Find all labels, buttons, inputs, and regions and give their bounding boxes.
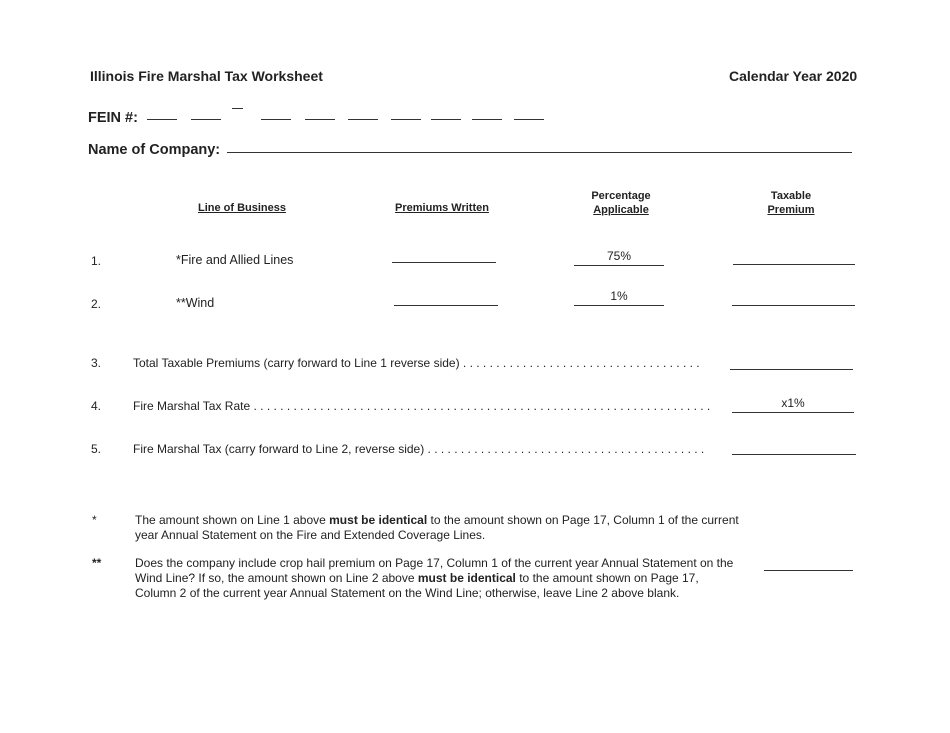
row-number: 5. <box>91 442 102 456</box>
crop-hail-answer-input[interactable] <box>764 570 853 571</box>
total-taxable-premiums-input[interactable] <box>730 369 853 370</box>
fein-digit-2[interactable] <box>191 119 221 120</box>
fein-digit-3[interactable] <box>261 119 291 120</box>
company-name-label: Name of Company: <box>88 142 221 158</box>
percentage-field-1: 75% <box>574 249 664 266</box>
fein-digit-6[interactable] <box>391 119 421 120</box>
row-number: 3. <box>91 356 102 370</box>
total-taxable-premiums-label: Total Taxable Premiums (carry forward to Line 1 reverse side) . . . . . . . . . . . . . . . . . . . . . . . . . . . . . . . . . . . . <box>133 356 700 370</box>
tax-rate-value: x1% <box>732 396 854 413</box>
row-label: **Wind <box>176 296 215 310</box>
note-2 <box>135 556 755 601</box>
col-taxable-premium <box>741 189 841 217</box>
col-taxable-line2: Premium <box>767 204 815 216</box>
calendar-year: Calendar Year 2020 <box>729 68 858 84</box>
company-name-input[interactable] <box>227 152 852 153</box>
col-taxable-line1: Taxable <box>770 190 812 202</box>
note-1-emphasis: must be identical <box>329 513 428 527</box>
premiums-written-input-2[interactable] <box>394 305 498 306</box>
taxable-premium-input-2[interactable] <box>732 305 855 306</box>
note-2-line-2 <box>135 571 755 586</box>
note-2-line-1: Does the company include crop hail premium on Page 17, Column 1 of the current year Annual Statement on the <box>135 556 734 570</box>
col-premiums-written: Premiums Written <box>395 202 489 214</box>
fein-label: FEIN #: <box>88 110 138 126</box>
row-number: 4. <box>91 399 102 413</box>
note-1-line-2: year Annual Statement on the Fire and Extended Coverage Lines. <box>135 528 486 542</box>
col-percentage <box>571 189 671 217</box>
row-number: 1. <box>91 254 102 268</box>
tax-rate-label: Fire Marshal Tax Rate . . . . . . . . . . . . . . . . . . . . . . . . . . . . . . . . . . . . . . . . . . . . . . . . . . . . . . . . . . . . . . . . . . . . . <box>133 399 711 413</box>
note-2-emphasis: must be identical <box>417 571 516 585</box>
fein-digit-1[interactable] <box>147 119 177 120</box>
row-label: *Fire and Allied Lines <box>176 253 294 267</box>
note-1-text: The amount shown on Line 1 above <box>135 513 330 527</box>
note-1 <box>135 513 755 543</box>
note-1-line-1 <box>135 513 755 528</box>
fire-marshal-tax-input[interactable] <box>732 454 856 455</box>
fein-digit-4[interactable] <box>305 119 335 120</box>
taxable-premium-input-1[interactable] <box>733 264 855 265</box>
note-2-line-3: Column 2 of the current year Annual Statement on the Wind Line; otherwise, leave Line 2 above blank. <box>135 586 680 600</box>
note-1-text-cont: to the amount shown on Page 17, Column 1 of the current <box>427 513 739 527</box>
note-marker: * <box>92 513 97 527</box>
percentage-field-2: 1% <box>574 289 664 306</box>
fein-digit-5[interactable] <box>348 119 378 120</box>
row-number: 2. <box>91 297 102 311</box>
fein-digit-9[interactable] <box>514 119 544 120</box>
note-marker: ** <box>92 556 102 570</box>
col-line-of-business: Line of Business <box>197 202 287 214</box>
col-percentage-line1: Percentage <box>591 190 651 202</box>
col-percentage-line2: Applicable <box>593 204 649 216</box>
premiums-written-input-1[interactable] <box>392 262 496 263</box>
form-title: Illinois Fire Marshal Tax Worksheet <box>90 68 323 84</box>
fein-separator <box>232 108 243 109</box>
note-2-text-cont: to the amount shown on Page 17, <box>515 571 699 585</box>
fein-digit-7[interactable] <box>431 119 461 120</box>
fein-digit-8[interactable] <box>472 119 502 120</box>
fire-marshal-tax-label: Fire Marshal Tax (carry forward to Line 2, reverse side) . . . . . . . . . . . . . . . . . . . . . . . . . . . . . . . . . . . . . . . . . . <box>133 442 705 456</box>
note-2-text: Wind Line? If so, the amount shown on Line 2 above <box>135 571 418 585</box>
